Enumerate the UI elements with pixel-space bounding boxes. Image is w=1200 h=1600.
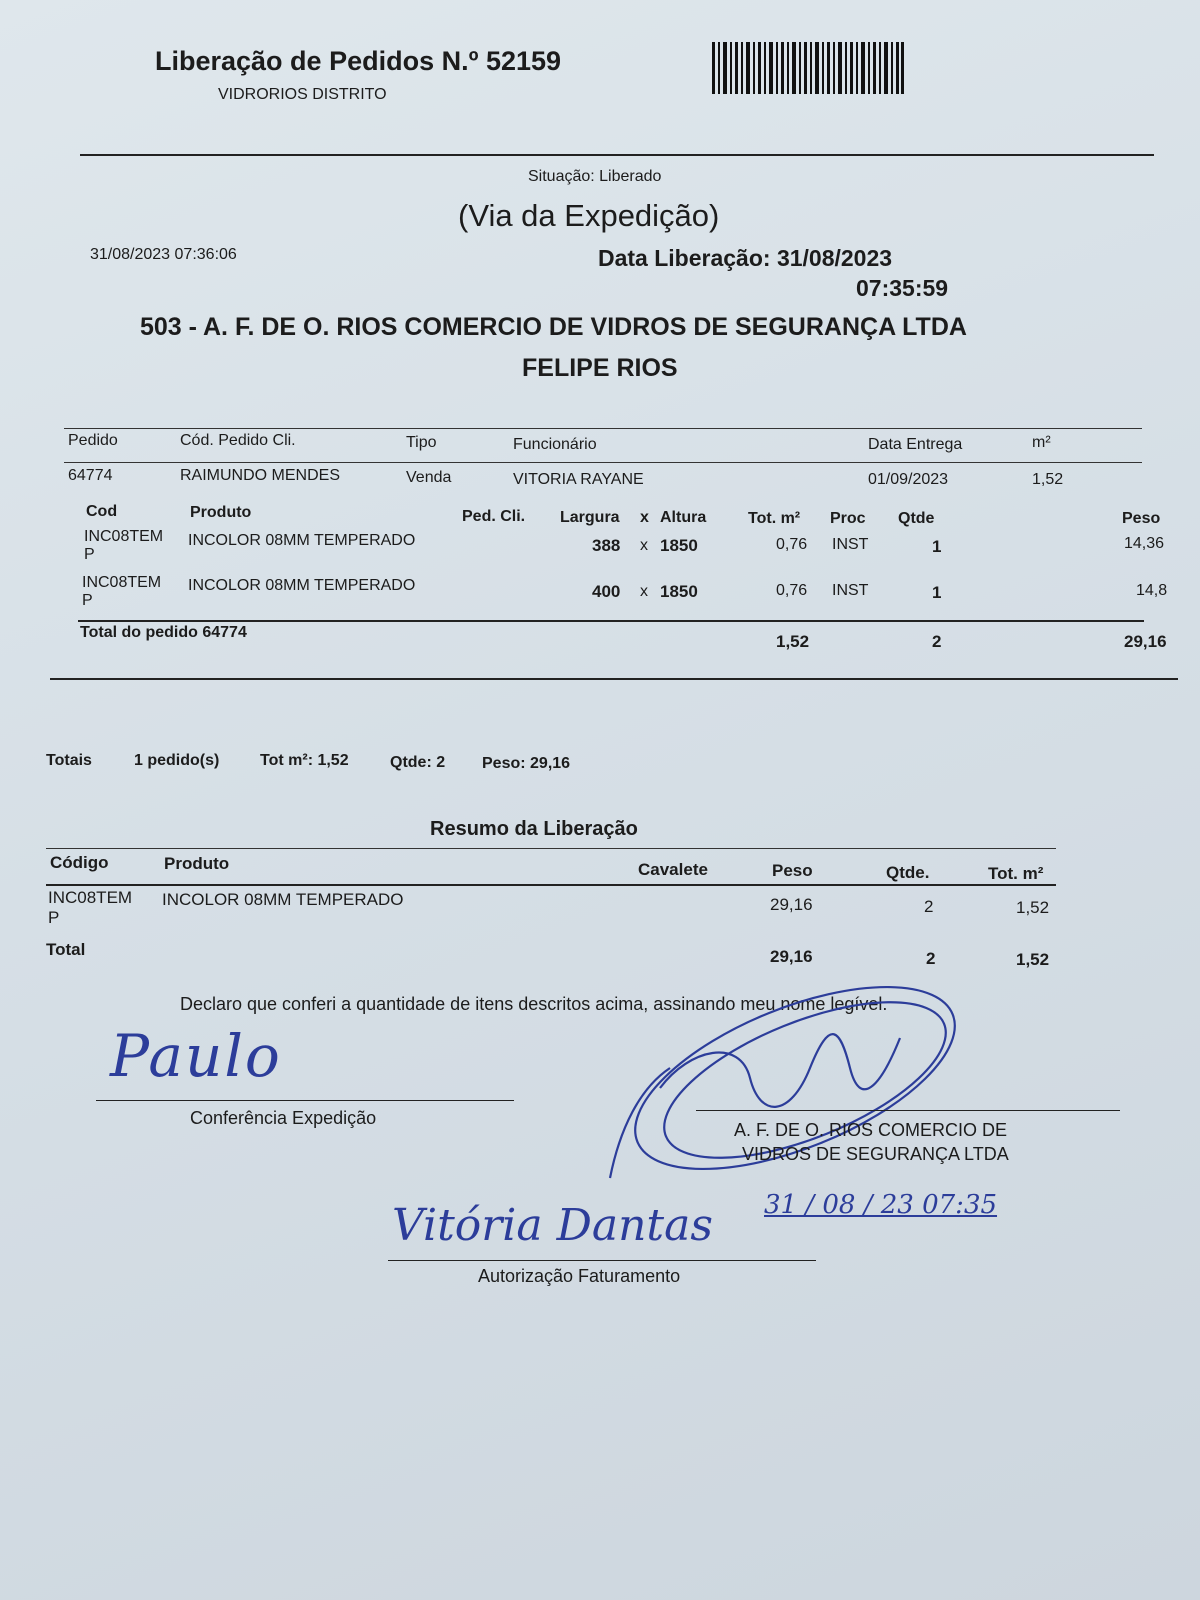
item-altura: 1850 bbox=[660, 536, 698, 555]
right-company-line1: A. F. DE O. RIOS COMERCIO DE bbox=[734, 1120, 1008, 1140]
summary-total-peso: 29,16 bbox=[770, 947, 813, 966]
left-signature-line bbox=[96, 1100, 514, 1101]
order-m2: 1,52 bbox=[1032, 471, 1064, 488]
summary-row-tot-m2: 1,52 bbox=[1016, 898, 1050, 917]
item-peso: 14,36 bbox=[1124, 535, 1165, 552]
item-tot-m2: 0,76 bbox=[776, 582, 808, 599]
summary-col-cavalete: Cavalete bbox=[638, 860, 708, 879]
items-col-peso: Peso bbox=[1122, 510, 1161, 527]
item-cod: INC08TEM bbox=[84, 528, 164, 545]
totals-m2: Tot m²: 1,52 bbox=[260, 752, 349, 769]
order-total-m2: 1,52 bbox=[776, 632, 810, 651]
summary-col-qtde: Qtde. bbox=[886, 863, 930, 882]
items-divider bbox=[78, 620, 1144, 622]
totals-pedidos: 1 pedido(s) bbox=[134, 752, 220, 769]
item-x: x bbox=[640, 537, 648, 554]
order-end-divider bbox=[50, 678, 1178, 680]
summary-row-cod-cont: P bbox=[48, 908, 60, 927]
items-col-altura: Altura bbox=[660, 509, 707, 526]
order-tipo: Venda bbox=[406, 469, 452, 486]
summary-row-peso: 29,16 bbox=[770, 895, 813, 914]
item-proc: INST bbox=[832, 536, 869, 553]
items-col-produto: Produto bbox=[190, 504, 252, 521]
summary-title: Resumo da Liberação bbox=[430, 818, 638, 840]
totals-label: Totais bbox=[46, 752, 92, 769]
items-col-x: x bbox=[640, 509, 649, 526]
release-time: 07:35:59 bbox=[856, 275, 949, 301]
summary-total-tot-m2: 1,52 bbox=[1016, 950, 1050, 969]
header-divider bbox=[80, 154, 1154, 156]
item-qtde: 1 bbox=[932, 537, 942, 556]
summary-top-line bbox=[46, 848, 1056, 849]
item-produto: INCOLOR 08MM TEMPERADO bbox=[188, 577, 416, 594]
item-largura: 388 bbox=[592, 536, 621, 555]
items-col-proc: Proc bbox=[830, 510, 866, 527]
col-cod-cli: Cód. Pedido Cli. bbox=[180, 432, 296, 449]
summary-total-qtde: 2 bbox=[926, 949, 936, 968]
right-signature-line bbox=[696, 1110, 1120, 1111]
summary-col-produto: Produto bbox=[164, 854, 230, 873]
col-m2: m² bbox=[1032, 434, 1051, 451]
order-total-qtde: 2 bbox=[932, 632, 942, 651]
bottom-signature-line bbox=[388, 1260, 816, 1261]
declaration-text: Declaro que conferi a quantidade de itens descritos acima, assinando meu nome legível. bbox=[180, 994, 888, 1014]
right-company-line2: VIDROS DE SEGURANÇA LTDA bbox=[742, 1144, 1009, 1164]
item-peso: 14,8 bbox=[1136, 582, 1168, 599]
order-funcionario: VITORIA RAYANE bbox=[513, 471, 644, 488]
col-pedido: Pedido bbox=[68, 432, 118, 449]
print-datetime: 31/08/2023 07:36:06 bbox=[90, 246, 237, 263]
item-cod-cont: P bbox=[84, 546, 95, 563]
order-total-peso: 29,16 bbox=[1124, 632, 1167, 651]
summary-header-line bbox=[46, 884, 1056, 886]
via-title: (Via da Expedição) bbox=[458, 198, 720, 233]
situation-text: Situação: Liberado bbox=[528, 168, 662, 185]
summary-col-peso: Peso bbox=[772, 861, 813, 880]
summary-total-label: Total bbox=[46, 940, 86, 959]
order-table-top bbox=[64, 428, 1142, 429]
item-qtde: 1 bbox=[932, 583, 942, 602]
item-altura: 1850 bbox=[660, 582, 698, 601]
items-col-qtde: Qtde bbox=[898, 510, 935, 527]
order-pedido: 64774 bbox=[68, 467, 113, 484]
barcode bbox=[712, 42, 904, 94]
summary-row-produto: INCOLOR 08MM TEMPERADO bbox=[162, 890, 404, 909]
totals-qtde: Qtde: 2 bbox=[390, 754, 446, 771]
order-cod-cli: RAIMUNDO MENDES bbox=[180, 467, 341, 484]
item-tot-m2: 0,76 bbox=[776, 536, 808, 553]
bottom-signature-label: Autorização Faturamento bbox=[478, 1266, 681, 1286]
col-funcionario: Funcionário bbox=[513, 436, 597, 453]
item-x: x bbox=[640, 583, 648, 600]
col-data-entrega: Data Entrega bbox=[868, 436, 963, 453]
items-col-ped-cli: Ped. Cli. bbox=[462, 508, 526, 525]
order-table-mid bbox=[64, 462, 1142, 463]
company-name: VIDRORIOS DISTRITO bbox=[218, 86, 387, 103]
summary-row-qtde: 2 bbox=[924, 897, 934, 916]
conferencia-signature: Paulo bbox=[110, 1022, 282, 1090]
item-produto: INCOLOR 08MM TEMPERADO bbox=[188, 532, 416, 549]
order-total-label: Total do pedido 64774 bbox=[80, 624, 247, 641]
release-date: Data Liberação: 31/08/2023 bbox=[598, 245, 893, 271]
client-name: FELIPE RIOS bbox=[522, 354, 678, 382]
items-col-cod: Cod bbox=[86, 503, 118, 520]
order-data-entrega: 01/09/2023 bbox=[868, 471, 949, 488]
handwritten-date: 31 / 08 / 23 07:35 bbox=[764, 1190, 998, 1220]
summary-col-codigo: Código bbox=[50, 853, 109, 872]
stamp-scribble bbox=[600, 968, 980, 1208]
col-tipo: Tipo bbox=[406, 434, 437, 451]
item-largura: 400 bbox=[592, 582, 621, 601]
item-proc: INST bbox=[832, 582, 869, 599]
items-col-largura: Largura bbox=[560, 509, 620, 526]
summary-col-tot-m2: Tot. m² bbox=[988, 864, 1044, 883]
faturamento-signature: Vitória Dantas bbox=[392, 1200, 713, 1251]
item-cod: INC08TEM bbox=[82, 574, 162, 591]
left-signature-label: Conferência Expedição bbox=[190, 1108, 377, 1128]
totals-peso: Peso: 29,16 bbox=[482, 755, 571, 772]
client-line: 503 - A. F. DE O. RIOS COMERCIO DE VIDROS DE SEGURANÇA LTDA bbox=[140, 313, 967, 341]
items-col-tot-m2: Tot. m² bbox=[748, 510, 801, 527]
item-cod-cont: P bbox=[82, 592, 93, 609]
page-title: Liberação de Pedidos N.º 52159 bbox=[155, 46, 562, 76]
summary-row-cod: INC08TEM bbox=[48, 888, 133, 907]
